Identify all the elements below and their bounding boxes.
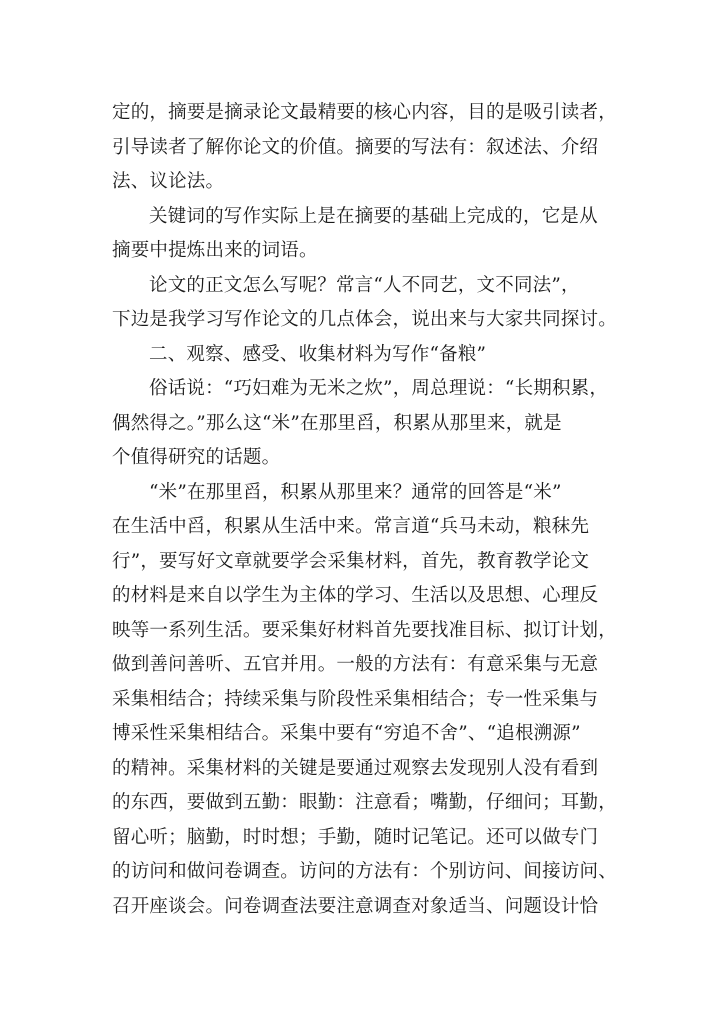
- text-line: 行”，要写好文章就要学会采集材料，首先，教育教学论文: [112, 550, 590, 572]
- text-line: 引导读者了解你论文的价值。摘要的写法有：叙述法、介绍: [112, 136, 599, 158]
- text-line: 俗话说：“巧妇难为无米之炊”，周总理说：“长期积累，: [149, 378, 609, 399]
- text-line: 偶然得之。”那么这“米”在那里舀，积累从那里来，就是: [112, 412, 562, 434]
- text-line: 的访问和做问卷调查。访问的方法有：个别访问、间接访问、: [112, 861, 617, 882]
- text-line: 做到善问善听、五官并用。一般的方法有：有意采集与无意: [112, 654, 599, 675]
- text-line: 在生活中舀，积累从生活中来。常言道“兵马未动，粮秣先: [112, 516, 590, 537]
- text-line: 法、议论法。: [112, 171, 225, 192]
- paragraph-abstract-continuation: [112, 96, 617, 200]
- document-body: [112, 96, 617, 924]
- section-heading-text: 二、观察、感受、收集材料为写作“备粮”: [149, 343, 487, 365]
- text-line: 采集相结合；持续采集与阶段性采集相结合；专一性采集与: [112, 688, 599, 710]
- text-line: 论文的正文怎么写呢？常言“人不同艺，文不同法”，: [149, 274, 580, 296]
- paragraph-collecting-materials: [112, 476, 617, 925]
- text-line: 下边是我学习写作论文的几点体会，说出来与大家共同探讨。: [112, 309, 617, 330]
- text-line: 关键词的写作实际上是在摘要的基础上完成的，它是从: [149, 205, 598, 227]
- text-line: 留心听；脑勤，时时想；手勤，随时记笔记。还可以做专门: [112, 826, 599, 848]
- text-line: 的东西，要做到五勤：眼勤：注意看；嘴勤，仔细问；耳勤，: [112, 792, 617, 813]
- text-line: 博采性采集相结合。采集中要有“穷追不舍”、“追根溯源”: [112, 723, 581, 744]
- paragraph-body-intro: [112, 269, 617, 338]
- text-line: 映等一系列生活。要采集好材料首先要找准目标、拟订计划，: [112, 619, 617, 641]
- section-heading: [112, 338, 612, 373]
- text-line: 的精神。采集材料的关键是要通过观察去发现别人没有看到: [112, 757, 599, 779]
- text-line: 的材料是来自以学生为主体的学习、生活以及思想、心理反: [112, 585, 599, 606]
- text-line: 召开座谈会。问卷调查法要注意调查对象适当、问题设计恰: [112, 895, 599, 917]
- paragraph-keywords: [112, 200, 612, 269]
- text-line: 摘要中提炼出来的词语。: [112, 240, 318, 261]
- text-line: “米”在那里舀，积累从那里来？通常的回答是“米”: [149, 481, 562, 503]
- text-line: 个值得研究的话题。: [112, 447, 281, 468]
- text-line: 定的，摘要是摘录论文最精要的核心内容，目的是吸引读者，: [112, 102, 617, 123]
- paragraph-proverb: [112, 372, 612, 476]
